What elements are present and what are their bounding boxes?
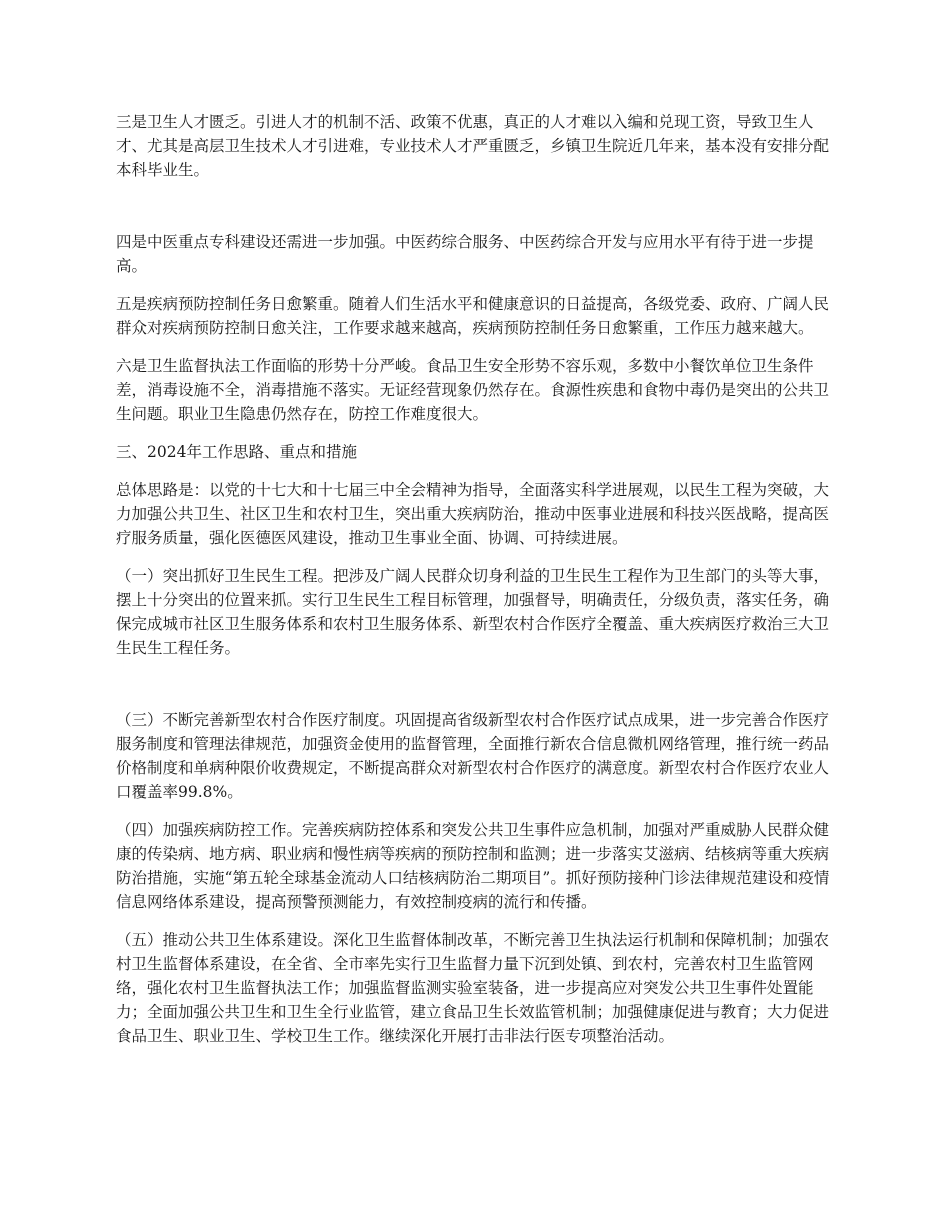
paragraph-tcm-specialty: 四是中医重点专科建设还需进一步加强。中医药综合服务、中医药综合开发与应用水平有待于进一步提高。 <box>116 233 814 275</box>
document-body <box>116 110 842 1062</box>
paragraph-health-supervision: 六是卫生监督执法工作面临的形势十分严峻。食品卫生安全形势不容乐观，多数中小餐饮单位卫生条件差，消毒设施不全，消毒措施不落实。无证经营现象仍然存在。食源性疾患和食物中毒仍是突出的公共卫生问题。职业卫生隐患仍然存在，防控工作难度很大。 <box>116 357 830 423</box>
paragraph-item-5-public-health: （五）推动公共卫生体系建设。深化卫生监督体制改革，不断完善卫生执法运行机制和保障机制；加强农村卫生监督体系建设，在全省、全市率先实行卫生监督力量下沉到处镇、到农村，完善农村卫生监管网络，强化农村卫生监督执法工作；加强监督监测实验室装备，进一步提高应对突发公共卫生事件处置能力；全面加强公共卫生和卫生全行业监管，建立食品卫生长效监管机制；加强健康促进与教育；大力促进食品卫生、职业卫生、学校卫生工作。继续深化开展打击非法行医专项整治活动。 <box>116 931 830 1045</box>
paragraph-item-1-livelihood: （一）突出抓好卫生民生工程。把涉及广阔人民群众切身利益的卫生民生工程作为卫生部门的头等大事，摆上十分突出的位置来抓。实行卫生民生工程目标管理，加强督导，明确责任，分级负责，落实任务，确保完成城市社区卫生服务体系和农村卫生服务体系、新型农村合作医疗全覆盖、重大疾病医疗救治三大卫生民生工程任务。 <box>116 567 830 657</box>
paragraph-overall-approach: 总体思路是：以党的十七大和十七届三中全会精神为指导，全面落实科学进展观，以民生工程为突破，大力加强公共卫生、社区卫生和农村卫生，突出重大疾病防治，推动中医事业进展和科技兴医战略，提高医疗服务质量，强化医德医风建设，推动卫生事业全面、协调、可持续进展。 <box>116 481 830 547</box>
paragraph-item-4-disease-control: （四）加强疾病防控工作。完善疾病防控体系和突发公共卫生事件应急机制，加强对严重威胁人民群众健康的传染病、地方病、职业病和慢性病等疾病的预防控制和监测；进一步落实艾滋病、结核病等重大疾病防治措施，实施“第五轮全球基金流动人口结核病防治二期项目”。抓好预防接种门诊法律规范建设和疫情信息网络体系建设，提高预警预测能力，有效控制疫病的流行和传播。 <box>116 821 830 911</box>
paragraph-item-3-rural-cooperative: （三）不断完善新型农村合作医疗制度。巩固提高省级新型农村合作医疗试点成果，进一步完善合作医疗服务制度和管理法律规范，加强资金使用的监督管理，全面推行新农合信息微机网络管理，推行统一药品价格制度和单病种限价收费规定，不断提高群众对新型农村合作医疗的满意度。新型农村合作医疗农业人口覆盖率99.8%。 <box>116 711 830 801</box>
section-heading-2024-plan: 三、2024年工作思路、重点和措施 <box>116 443 357 461</box>
paragraph-disease-prevention: 五是疾病预防控制任务日愈繁重。随着人们生活水平和健康意识的日益提高，各级党委、政府、广阔人民群众对疾病预防控制日愈关注，工作要求越来越高，疾病预防控制任务日愈繁重，工作压力越来越大。 <box>116 295 830 337</box>
paragraph-talent-shortage: 三是卫生人才匮乏。引进人才的机制不活、政策不优惠，真正的人才难以入编和兑现工资，导致卫生人才、尤其是高层卫生技术人才引进难，专业技术人才严重匮乏，乡镇卫生院近几年来，基本没有安排分配本科毕业生。 <box>116 113 830 179</box>
